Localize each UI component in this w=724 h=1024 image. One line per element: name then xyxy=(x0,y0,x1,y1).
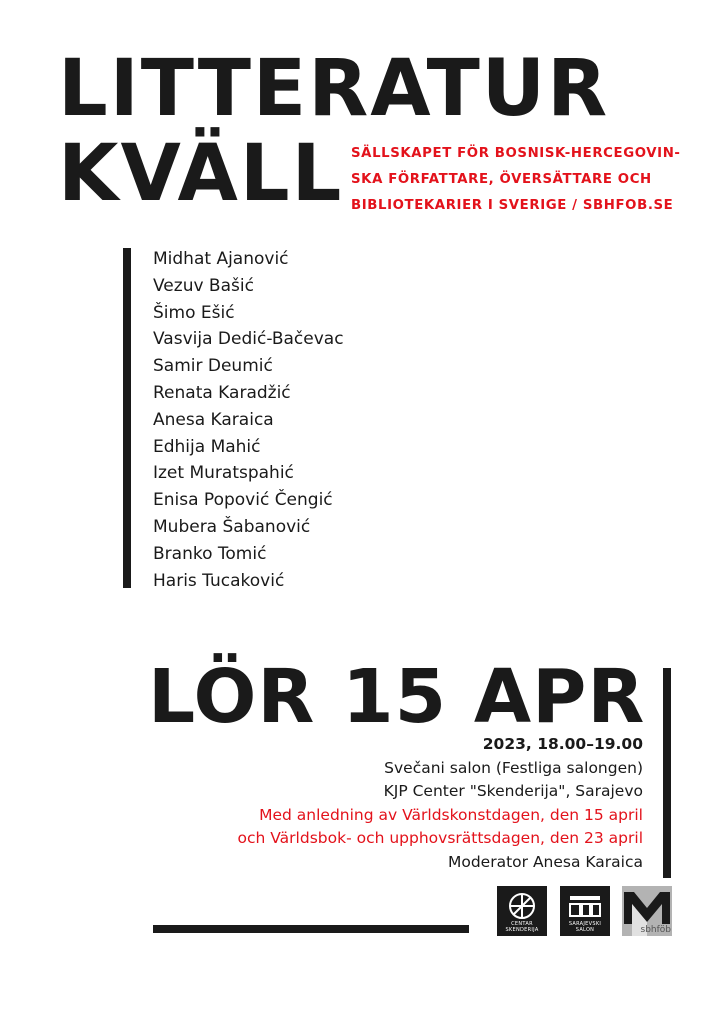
participant-name: Vezuv Bašić xyxy=(153,275,254,296)
participant-name: Šimo Ešić xyxy=(153,302,235,323)
occasion-line-1: Med anledning av Världskonstdagen, den 15 april xyxy=(259,805,643,824)
left-divider-bar xyxy=(123,248,131,588)
participant-name: Renata Karadžić xyxy=(153,382,291,403)
title-line-2: KVÄLL xyxy=(58,129,344,219)
moderator: Moderator Anesa Karaica xyxy=(447,852,643,871)
bottom-divider-bar xyxy=(153,925,469,933)
logo-caption: SARAJEVSKI SALON xyxy=(568,921,602,933)
event-details xyxy=(238,733,643,874)
participant-name: Samir Deumić xyxy=(153,356,273,377)
occasion-line-2: och Världsbok- och upphovsrättsdagen, den 23 april xyxy=(237,829,643,847)
event-place: KJP Center "Skenderija", Sarajevo xyxy=(383,782,643,800)
participant-name: Vasvija Dedić-Bačevac xyxy=(153,329,344,350)
event-date: LÖR 15 APR xyxy=(148,654,646,740)
participant-name: Edhija Mahić xyxy=(153,436,261,457)
logo-caption: sbhföb xyxy=(640,925,671,935)
participant-name: Enisa Popović Čengić xyxy=(153,490,333,511)
participant-name: Haris Tucaković xyxy=(153,570,285,591)
participants-list xyxy=(153,246,344,594)
participant-name: Mubera Šabanović xyxy=(153,516,311,537)
sarajevski-salon-logo xyxy=(560,886,610,936)
salon-emblem-icon xyxy=(560,886,610,926)
centar-skenderija-logo xyxy=(497,886,547,936)
sbhfob-logo xyxy=(622,886,672,936)
event-venue: Svečani salon (Festliga salongen) xyxy=(384,758,643,777)
participant-name: Branko Tomić xyxy=(153,543,267,564)
event-time: 2023, 18.00–19.00 xyxy=(482,735,643,753)
organizer-line: SÄLLSKAPET FÖR BOSNISK-HERCEGOVIN- xyxy=(351,146,681,161)
participant-name: Izet Muratspahić xyxy=(153,463,294,484)
organizer-text xyxy=(351,141,691,219)
organizer-line: SKA FÖRFATTARE, ÖVERSÄTTARE OCH xyxy=(351,172,652,187)
participant-name: Anesa Karaica xyxy=(153,409,274,430)
participant-name: Midhat Ajanović xyxy=(153,249,289,269)
skenderija-emblem-icon xyxy=(497,886,547,926)
right-divider-bar xyxy=(663,668,671,878)
title-line-1: LITTERATUR xyxy=(58,44,610,134)
logo-caption: CENTAR SKENDERIJA xyxy=(505,921,539,933)
organizer-line: BIBLIOTEKARIER I SVERIGE / SBHFOB.SE xyxy=(351,198,674,213)
